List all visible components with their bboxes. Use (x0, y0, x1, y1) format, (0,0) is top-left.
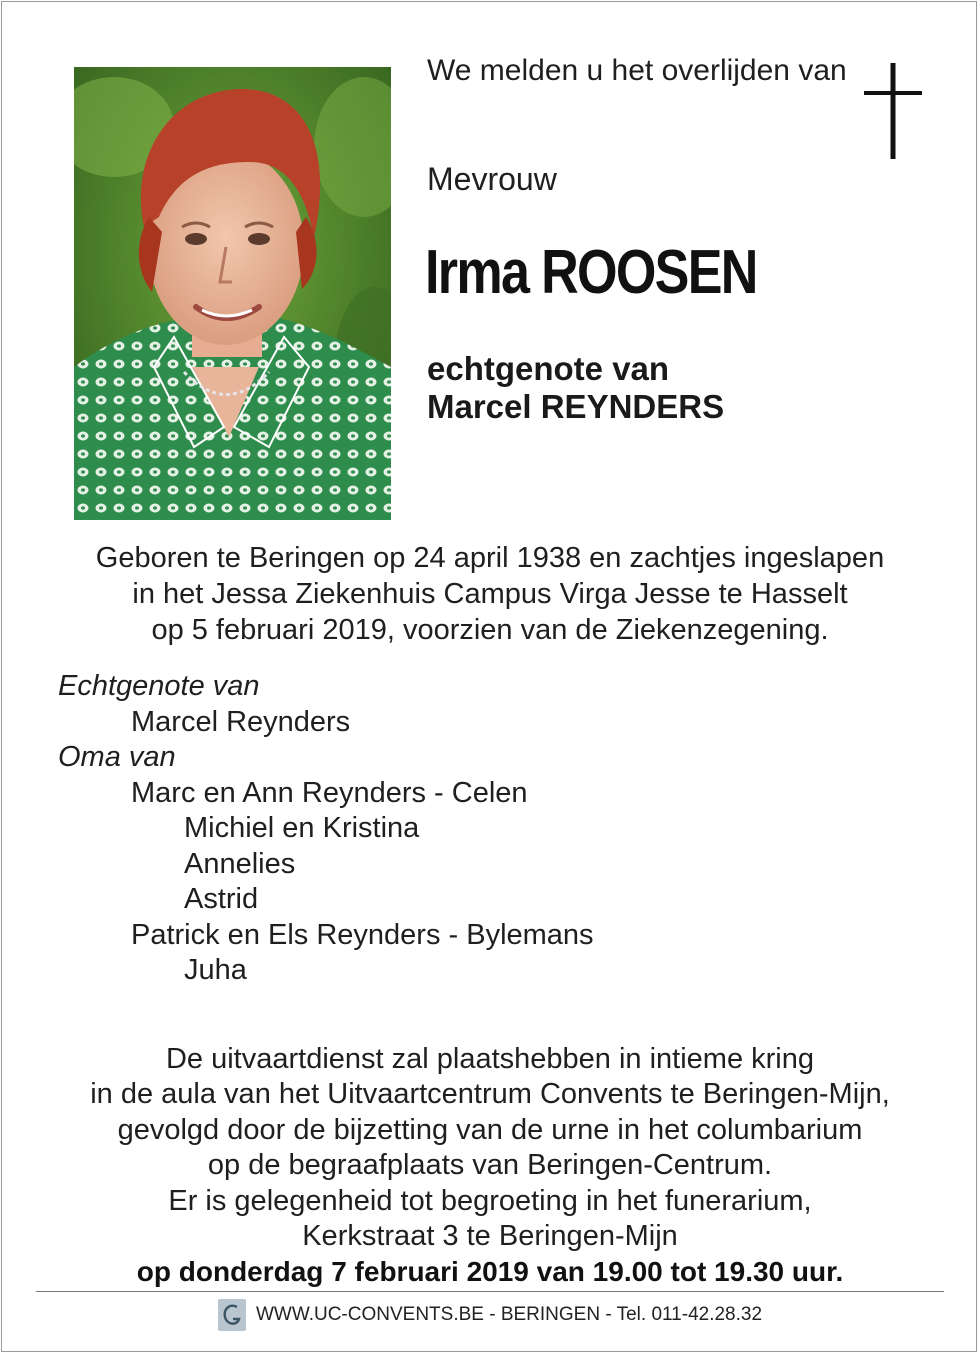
relation-heading: Oma van (58, 741, 176, 773)
family-member: Annelies (184, 847, 296, 880)
birth-death-text (40, 540, 940, 648)
spouse-block (427, 350, 724, 426)
portrait-photo (74, 67, 391, 520)
salutation: Mevrouw (427, 161, 557, 197)
family-member: Marcel Reynders (131, 705, 351, 738)
birth-line: Geboren te Beringen op 24 april 1938 en zachtjes ingeslapen (95, 542, 885, 574)
service-line: Kerkstraat 3 te Beringen-Mijn (302, 1220, 678, 1253)
service-line: in de aula van het Uitvaartcentrum Convents te Beringen-Mijn, (90, 1078, 890, 1111)
spouse-line-1: echtgenote van (427, 350, 670, 387)
family-member: Juha (184, 954, 247, 986)
birth-line: in het Jessa Ziekenhuis Campus Virga Jesse te Hasselt (132, 578, 848, 610)
deceased-name: Irma ROOSEN (425, 238, 757, 307)
relation-heading: Echtgenote van (58, 670, 260, 702)
spouse-line-2: Marcel REYNDERS (427, 388, 725, 425)
service-line: gevolgd door de bijzetting van de urne in het columbarium (117, 1113, 863, 1146)
footer-divider (36, 1291, 944, 1292)
cross-icon (864, 63, 922, 159)
service-info (20, 1042, 960, 1290)
funeral-home-logo-icon (218, 1299, 246, 1331)
visitation-time: op donderdag 7 februari 2019 van 19.00 tot 19.30 uur. (136, 1256, 844, 1288)
service-line: Er is gelegenheid tot begroeting in het funerarium, (168, 1184, 812, 1217)
service-line: De uitvaartdienst zal plaatshebben in intieme kring (165, 1043, 815, 1075)
family-member: Marc en Ann Reynders - Celen (131, 776, 528, 809)
family-member: Michiel en Kristina (184, 812, 420, 844)
announcement-text: We melden u het overlijden van (427, 54, 847, 87)
family-member: Patrick en Els Reynders - Bylemans (131, 918, 594, 951)
footer-text: WWW.UC-CONVENTS.BE - BERINGEN - Tel. 011-42.28.32 (255, 1304, 763, 1325)
footer (0, 1298, 980, 1332)
family-list (0, 669, 980, 989)
service-line: op de begraafplaats van Beringen-Centrum. (207, 1149, 773, 1182)
birth-line: op 5 februari 2019, voorzien van de Ziekenzegening. (151, 614, 829, 646)
family-member: Astrid (184, 883, 259, 915)
